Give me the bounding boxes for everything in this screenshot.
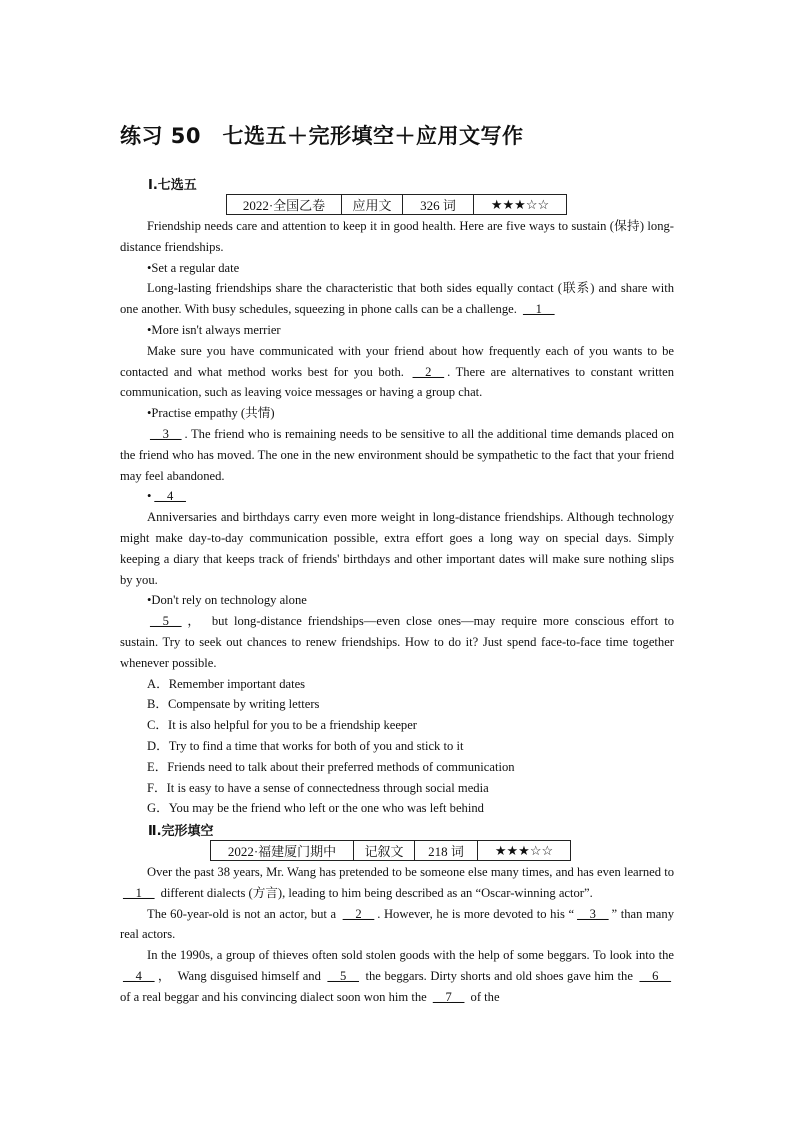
answer-blank[interactable]: __2__ — [412, 364, 445, 379]
difficulty-rating: ★★★☆☆ — [474, 195, 567, 215]
paragraph: __5__ ， but long-distance friendships—even close ones—may require more conscious effort to sustain. Try to seek out chances to renew friendships. How to do it? Just spend face-to-face time together whenever possible. — [120, 614, 674, 670]
genre-cell: 应用文 — [342, 195, 403, 215]
intro-paragraph: Friendship needs care and attention to keep it in good health. Here are five ways to sustain (保持) long-distance friendships. — [120, 219, 674, 254]
option-e[interactable]: E．Friends need to talk about their preferred methods of communication — [147, 759, 515, 774]
option-d[interactable]: D．Try to find a time that works for both of you and stick to it — [147, 738, 464, 753]
bullet-heading: •Set a regular date — [147, 260, 240, 275]
option-c[interactable]: C．It is also helpful for you to be a friendship keeper — [147, 718, 417, 733]
page-title: 练习 50 七选五＋完形填空＋应用文写作 — [120, 124, 524, 148]
genre-cell: 记叙文 — [354, 841, 415, 861]
paragraph: Anniversaries and birthdays carry even more weight in long-distance friendships. Although technology might make day-to-day communication possible, extra effort goes a long way on special days. Simply keeping a diary that keeps track of friends' birthdays and other important dates will make sure nothing slips by you. — [120, 510, 674, 587]
answer-blank[interactable]: __2__ — [342, 906, 375, 921]
option-g[interactable]: G．You may be the friend who left or the one who was left behind — [147, 801, 484, 816]
section-heading-cloze: Ⅱ.完形填空 — [148, 824, 214, 839]
paragraph: __3__ . The friend who is remaining needs to be sensitive to all the additional time demands placed on the friend who has moved. The one in the new environment should be sympathetic to the fact that your friend may feel abandoned. — [120, 426, 674, 483]
answer-blank[interactable]: __7__ — [432, 989, 465, 1004]
option-b[interactable]: B．Compensate by writing letters — [147, 697, 320, 712]
answer-blank[interactable]: __4__ — [123, 968, 155, 983]
bullet-heading: •More isn't always merrier — [147, 322, 281, 337]
answer-blank[interactable]: __1__ — [523, 302, 555, 317]
paragraph: In the 1990s, a group of thieves often sold stolen goods with the help of some beggars. To look into the __4__ ， Wang disguised himself and __5__ the beggars. Dirty shorts and old shoes gave him the __6__ of a real beggar and his convincing dialect soon won him the __7__ of the — [120, 948, 674, 1004]
answer-blank[interactable]: __5__ — [150, 614, 182, 629]
difficulty-rating: ★★★☆☆ — [478, 841, 571, 861]
word-count-cell: 218 词 — [415, 841, 478, 861]
source-cell: 2022·全国乙卷 — [227, 195, 342, 215]
bullet-heading: •Practise empathy (共情) — [147, 406, 275, 421]
passage-seven-choose-five — [120, 216, 674, 819]
paragraph: Make sure you have communicated with your friend about how frequently each of you wants to be contacted and what method works best for you both. __2__ . There are alternatives to constant written communication, such as leaving voice messages or having a group chat. — [120, 343, 674, 400]
option-a[interactable]: A．Remember important dates — [147, 676, 306, 691]
word-count-cell: 326 词 — [403, 195, 474, 215]
source-cell: 2022·福建厦门期中 — [211, 841, 354, 861]
paragraph: Over the past 38 years, Mr. Wang has pretended to be someone else many times, and has even learned to __1__ different dialects (方言), leading to him being described as an “Oscar-winning actor”. — [120, 862, 674, 904]
answer-blank[interactable]: __6__ — [639, 968, 671, 983]
source-info-table-1 — [226, 194, 567, 215]
paragraph: Long-lasting friendships share the characteristic that both sides equally contact (联系) and share with one another. With busy schedules, squeezing in phone calls can be a challenge. __1__ — [120, 281, 674, 317]
answer-blank[interactable]: __3__ — [150, 426, 182, 441]
source-info-table-2 — [210, 840, 571, 861]
bullet-heading: •Don't rely on technology alone — [147, 593, 307, 608]
answer-blank[interactable]: __1__ — [123, 885, 155, 900]
answer-blank[interactable]: __4__ — [154, 489, 186, 504]
option-f[interactable]: F．It is easy to have a sense of connectedness through social media — [147, 780, 489, 795]
paragraph: The 60-year-old is not an actor, but a __2__ . However, he is more devoted to his “ __3__ ” than many real actors. — [120, 906, 674, 942]
answer-blank[interactable]: __5__ — [327, 968, 359, 983]
section-heading-seven-choose-five: Ⅰ.七选五 — [148, 178, 197, 193]
bullet-heading: • __4__ — [120, 486, 674, 507]
answer-blank[interactable]: __3__ — [577, 906, 609, 921]
passage-cloze — [120, 862, 674, 1008]
